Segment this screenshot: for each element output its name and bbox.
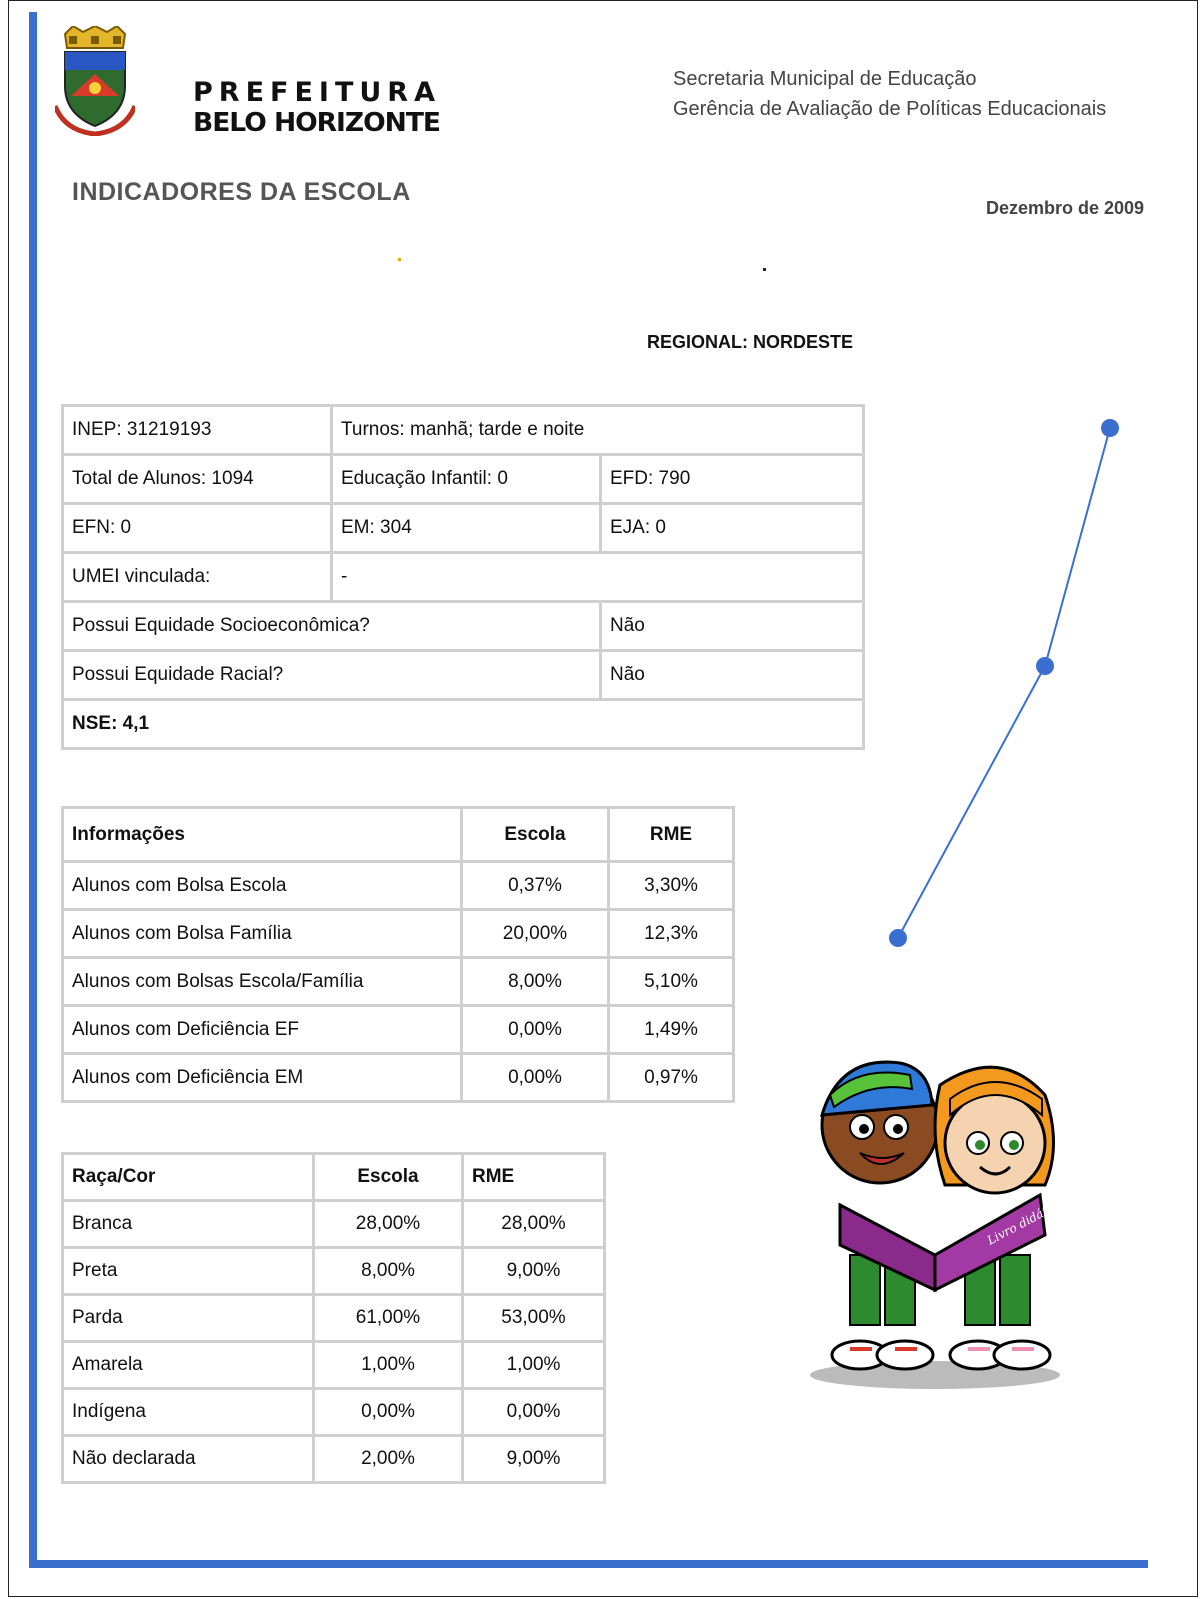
rme-value: 0,97% xyxy=(609,1054,734,1102)
table-row xyxy=(63,862,734,910)
umei-label: UMEI vinculada: xyxy=(63,553,332,602)
decorative-dot xyxy=(1036,657,1054,675)
eja-cell: EJA: 0 xyxy=(601,504,864,553)
left-accent-bar xyxy=(29,12,37,1568)
page-title: INDICADORES DA ESCOLA xyxy=(72,178,411,206)
table-row xyxy=(63,1389,605,1436)
stray-dot xyxy=(763,268,766,271)
bolsa-table xyxy=(61,806,735,1103)
table-row xyxy=(63,1054,734,1102)
column-header: Raça/Cor xyxy=(63,1154,314,1201)
equidade-racial-value: Não xyxy=(601,651,864,700)
table-row xyxy=(63,1006,734,1054)
coat-of-arms-icon xyxy=(55,26,135,136)
table-row xyxy=(63,406,864,455)
rme-value: 53,00% xyxy=(463,1295,605,1342)
rme-value: 1,49% xyxy=(609,1006,734,1054)
rme-value: 12,3% xyxy=(609,910,734,958)
educacao-infantil-cell: Educação Infantil: 0 xyxy=(332,455,601,504)
row-label: Alunos com Bolsas Escola/Família xyxy=(63,958,462,1006)
column-header: Informações xyxy=(63,808,462,862)
escola-value: 0,00% xyxy=(314,1389,463,1436)
equidade-socio-value: Não xyxy=(601,602,864,651)
row-label: Amarela xyxy=(63,1342,314,1389)
logo-line-2: BELO HORIZONTE xyxy=(193,108,440,138)
escola-value: 0,00% xyxy=(462,1006,609,1054)
column-header: Escola xyxy=(462,808,609,862)
row-label: Alunos com Deficiência EM xyxy=(63,1054,462,1102)
header-department xyxy=(673,64,1106,124)
prefeitura-wordmark xyxy=(193,78,441,138)
nse-cell: NSE: 4,1 xyxy=(63,700,864,749)
stray-dot xyxy=(398,258,401,261)
table-row xyxy=(63,651,864,700)
column-header: RME xyxy=(609,808,734,862)
table-header-row xyxy=(63,1154,605,1201)
table-row xyxy=(63,1201,605,1248)
escola-value: 61,00% xyxy=(314,1295,463,1342)
escola-value: 0,00% xyxy=(462,1054,609,1102)
decorative-dot xyxy=(1101,419,1119,437)
prefeitura-logo xyxy=(55,26,441,138)
escola-value: 20,00% xyxy=(462,910,609,958)
row-label: Alunos com Bolsa Família xyxy=(63,910,462,958)
turnos-cell: Turnos: manhã; tarde e noite xyxy=(332,406,864,455)
table-row xyxy=(63,1436,605,1483)
children-reading-illustration xyxy=(800,1055,1070,1395)
table-row xyxy=(63,910,734,958)
school-info-table xyxy=(61,404,865,750)
inep-cell: INEP: 31219193 xyxy=(63,406,332,455)
table-row xyxy=(63,1295,605,1342)
report-date: Dezembro de 2009 xyxy=(986,198,1145,218)
table-row xyxy=(63,602,864,651)
row-label: Parda xyxy=(63,1295,314,1342)
umei-value: - xyxy=(332,553,864,602)
raca-cor-table xyxy=(61,1152,606,1484)
book-title: Livro didático xyxy=(984,1195,1066,1248)
rme-value: 5,10% xyxy=(609,958,734,1006)
table-row xyxy=(63,700,864,749)
row-label: Alunos com Deficiência EF xyxy=(63,1006,462,1054)
rme-value: 9,00% xyxy=(463,1248,605,1295)
column-header: Escola xyxy=(314,1154,463,1201)
table-row xyxy=(63,455,864,504)
equidade-socio-label: Possui Equidade Socioeconômica? xyxy=(63,602,601,651)
em-cell: EM: 304 xyxy=(332,504,601,553)
logo-line-1: PREFEITURA xyxy=(193,77,441,108)
row-label: Preta xyxy=(63,1248,314,1295)
table-header-row xyxy=(63,808,734,862)
table-row xyxy=(63,1248,605,1295)
table-row xyxy=(63,1342,605,1389)
row-label: Indígena xyxy=(63,1389,314,1436)
decorative-dot xyxy=(889,929,907,947)
table-row xyxy=(63,553,864,602)
total-alunos-cell: Total de Alunos: 1094 xyxy=(63,455,332,504)
escola-value: 8,00% xyxy=(462,958,609,1006)
decorative-line-graphic xyxy=(880,410,1130,950)
row-label: Alunos com Bolsa Escola xyxy=(63,862,462,910)
table-row xyxy=(63,958,734,1006)
escola-value: 8,00% xyxy=(314,1248,463,1295)
escola-value: 0,37% xyxy=(462,862,609,910)
secretaria-label: Secretaria Municipal de Educação xyxy=(673,68,977,90)
equidade-racial-label: Possui Equidade Racial? xyxy=(63,651,601,700)
column-header: RME xyxy=(463,1154,605,1201)
escola-value: 2,00% xyxy=(314,1436,463,1483)
bottom-accent-bar xyxy=(29,1560,1148,1568)
gerencia-label: Gerência de Avaliação de Políticas Educacionais xyxy=(673,98,1107,120)
rme-value: 28,00% xyxy=(463,1201,605,1248)
escola-value: 28,00% xyxy=(314,1201,463,1248)
escola-value: 1,00% xyxy=(314,1342,463,1389)
rme-value: 1,00% xyxy=(463,1342,605,1389)
rme-value: 0,00% xyxy=(463,1389,605,1436)
efd-cell: EFD: 790 xyxy=(601,455,864,504)
row-label: Não declarada xyxy=(63,1436,314,1483)
rme-value: 9,00% xyxy=(463,1436,605,1483)
row-label: Branca xyxy=(63,1201,314,1248)
regional-label: REGIONAL: NORDESTE xyxy=(647,332,854,352)
efn-cell: EFN: 0 xyxy=(63,504,332,553)
table-row xyxy=(63,504,864,553)
rme-value: 3,30% xyxy=(609,862,734,910)
